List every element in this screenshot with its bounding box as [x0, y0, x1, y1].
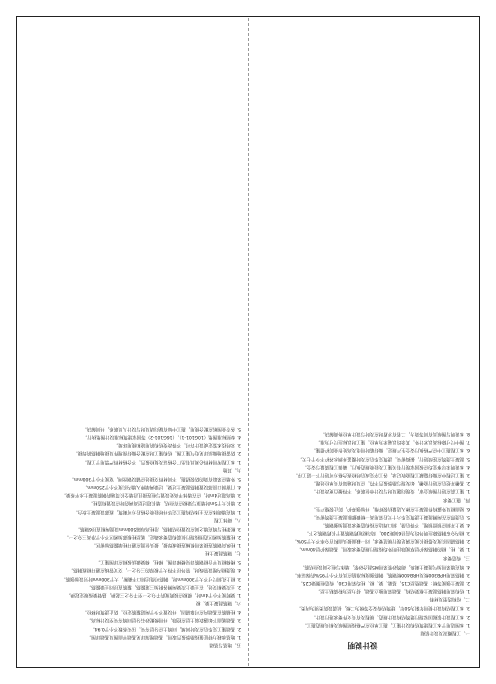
paragraph: 2. 基础施工完毕后应及时回填，回填土应分层夯实，压实系数不小于0.94。 — [90, 625, 241, 631]
paragraph: 4. 参照标准图集（10G101-1）、（16G101-2）等国家建筑标准设计图集执行。 — [82, 434, 241, 440]
paragraph: 5. 后浇带应在两侧混凝土浇筑完毕六十天后采用高一级微膨胀混凝土浇筑密实。 — [311, 513, 470, 519]
right-paragraph-list — [26, 425, 241, 648]
left-paragraph-list — [255, 430, 470, 636]
paragraph: 3. 板上孔洞尺寸不大于300mm时，钢筋可绕过洞口不截断，大于300mm时另设加强筋。 — [61, 575, 241, 581]
paragraph: 4. 门窗洞口顶部设置钢筋混凝土过梁，过梁两端伸入墙内长度不小于250mm。 — [82, 484, 241, 489]
paragraph: 3. 墙高超过4m时，应在墙体半高处设置与柱连接且沿墙全长贯通的钢筋混凝土水平系梁。 — [61, 492, 241, 498]
paragraph: 2. 柱箍筋加密区范围按现行抗震构造要求确定，底层柱根部加密区不小于净高三分之一。 — [64, 533, 241, 539]
paragraph: 一、工程概况及设计依据 — [420, 630, 470, 635]
paragraph: 2. 墙长大于5m时墙顶与梁板应有拉结，墙长超过层高两倍时应设置构造柱。 — [88, 500, 241, 506]
paragraph: 6. 本工程施工中应严格执行安全生产规定，做好临时用电及高处作业防护措施。 — [311, 447, 470, 453]
paragraph: 六、钢筋混凝土梁、板 — [196, 600, 241, 606]
paragraph: 1. 填充墙砌体应在主体结构施工完毕并经验收合格后方可砌筑，底部设混凝土坎台。 — [73, 508, 241, 514]
paragraph: 1. 施工前应进行图纸会审，发现问题及时与设计单位联系，不得擅自更改设计。 — [311, 488, 470, 494]
paragraph: 三、构造要求 — [443, 554, 470, 560]
paragraph: 4. 现浇板内埋设管线时，管外径不得大于板厚的三分之一，交叉管线应避开板底钢筋。 — [68, 567, 241, 573]
paragraph: 2. 主次梁相交处，在主梁上次梁两侧各附加三道箍筋，箍筋直径同主梁箍筋。 — [86, 583, 241, 589]
column-divider — [248, 18, 249, 666]
paragraph: 5. 混凝土浇筑应连续进行，振捣密实，浇筑完毕后应及时覆盖并洒水养护不少于七天。 — [297, 455, 470, 461]
paragraph: 二、结构选型及材料 — [429, 596, 470, 602]
paragraph: 4. 本说明未尽事宜均应按国家现行有关施工及验收规范执行，确保工程质量与安全。 — [302, 463, 470, 469]
paragraph: 2. 防雷接地做法详见电气施工图，结构施工时应配合做好预埋件及接地钢筋的焊接。 — [73, 450, 241, 456]
paragraph: 4. 梁上开洞应预留预埋，不得后凿，洞口周边应按构造要求设置加强钢筋。 — [320, 521, 470, 527]
right-column — [26, 30, 241, 650]
paragraph: 七、钢筋混凝土柱 — [205, 550, 241, 556]
paragraph: 四、施工要求 — [443, 496, 470, 502]
paragraph: 3. 未经技术鉴定或设计许可，不得改变结构的用途和使用环境。 — [113, 442, 241, 448]
paragraph: 7. 图中尺寸除标高以米计外，其余均以毫米为单位，施工时以标注尺寸为准。 — [315, 439, 470, 445]
paragraph: 3. 本工程结构设计使用年限为50年，建筑结构安全等级为二级，抗震设防类别为丙类。 — [296, 605, 470, 611]
paragraph: 五、地基与基础 — [209, 642, 241, 647]
page-title: 设计说明 — [347, 641, 378, 650]
paragraph: 1. 地基承载力特征值按勘察报告取用，基础埋深详见基础平面图及基础详图。 — [86, 633, 241, 639]
paragraph: 1. 结构采用钢筋混凝土框架结构，基础采用独立基础，持力层为粉质粘土层。 — [315, 588, 470, 594]
paragraph: 3. 框架柱与填充墙之间应设置拉结钢筋，沿柱高每隔500mm设置两根直径6钢筋。 — [75, 525, 241, 531]
paragraph: 8. 本说明与图纸具有同等效力，二者有矛盾时应及时与设计单位协商解决。 — [320, 431, 470, 437]
paragraph: 5. 各专业图纸应配合使用，施工中如有疑问请及时与设计人员联系，共同解决。 — [82, 425, 241, 431]
paragraph: 1. 梁、柱、板的钢筋保护层厚度除注明外均按现行规范要求取用，基础保护层40mm。 — [296, 546, 470, 552]
paragraph: 6. 屋面板及外露构件混凝土应掺入适量抗裂纤维，并加强养护，防止裂缝产生。 — [311, 505, 470, 511]
paragraph: 5. 楼梯板及平台板钢筋详见楼梯详图，梯柱、梯梁做法按相应详图施工。 — [95, 559, 241, 565]
left-column — [255, 30, 470, 650]
paragraph: 1. 柱纵向钢筋连接采用机械连接或焊接，接头位置应避开柱端箍筋加密区。 — [91, 542, 241, 548]
paragraph: 九、其他 — [223, 466, 241, 472]
paragraph: 1. 梁跨度不小于4m时，模板应按跨度的千分之一至千分之三起拱，悬臂梁按规定起拱。 — [66, 592, 241, 598]
paragraph: 3. 钢筋采用HPB300级及HRB400级钢筋，钢筋强度标准值应具有不小于95%的保证率。 — [292, 571, 470, 577]
paragraph: 八、砌体工程 — [214, 516, 241, 522]
paragraph: 1. 本图适用于本工程建筑结构设计施工，施工单位应严格按照图纸及相关规范施工。 — [302, 621, 470, 627]
paragraph: 2. 混凝土强度等级：基础垫层C15，基础、梁、板、柱均采用C30，构造柱圈梁C25。 — [298, 580, 470, 586]
paragraph: 2. 本工程设计依据国家现行建筑结构设计规范、规程及有关文件要求进行设计。 — [311, 613, 470, 619]
document-page — [8, 8, 488, 676]
paragraph: 3. 基础底面下如遇软弱土层应挖除，并用级配砂石分层回填夯实至设计标高。 — [86, 617, 241, 623]
paragraph: 4. 柱插筋在基础内应可靠锚固，并设置不少于两道箍筋定位，防止浇筑时移位。 — [82, 609, 241, 615]
paragraph: 1. 本工程所用材料必须具有出厂合格证及复检报告，不合格材料严禁用于工程。 — [82, 458, 241, 464]
paragraph: 2. 钢筋锚固长度及搭接长度应满足现行规范要求，同一截面接头面积百分率不大于50%。 — [292, 538, 470, 544]
paragraph: 2. 基槽开挖后应进行验槽，如发现与勘察报告不符，应及时通知有关单位处理。 — [311, 480, 470, 486]
paragraph: 3. 施工过程中应做好隐蔽工程验收记录，各工序完成后经检查合格方可进行下一道工序。 — [293, 472, 470, 477]
paragraph: 3. 板内分布钢筋除注明外均为直径6间距200，双向板短跨钢筋置于长跨钢筋之下。 — [304, 530, 470, 536]
paragraph: 5. 外墙应采取有效的防裂措施，不同材料交接处应铺设钢丝网，宽度不小于300mm。 — [69, 475, 241, 481]
paragraph: 4. 填充墙采用加气混凝土砌块，砌筑砂浆采用M5混合砂浆，墙体与柱之间设拉结筋。 — [300, 563, 470, 569]
